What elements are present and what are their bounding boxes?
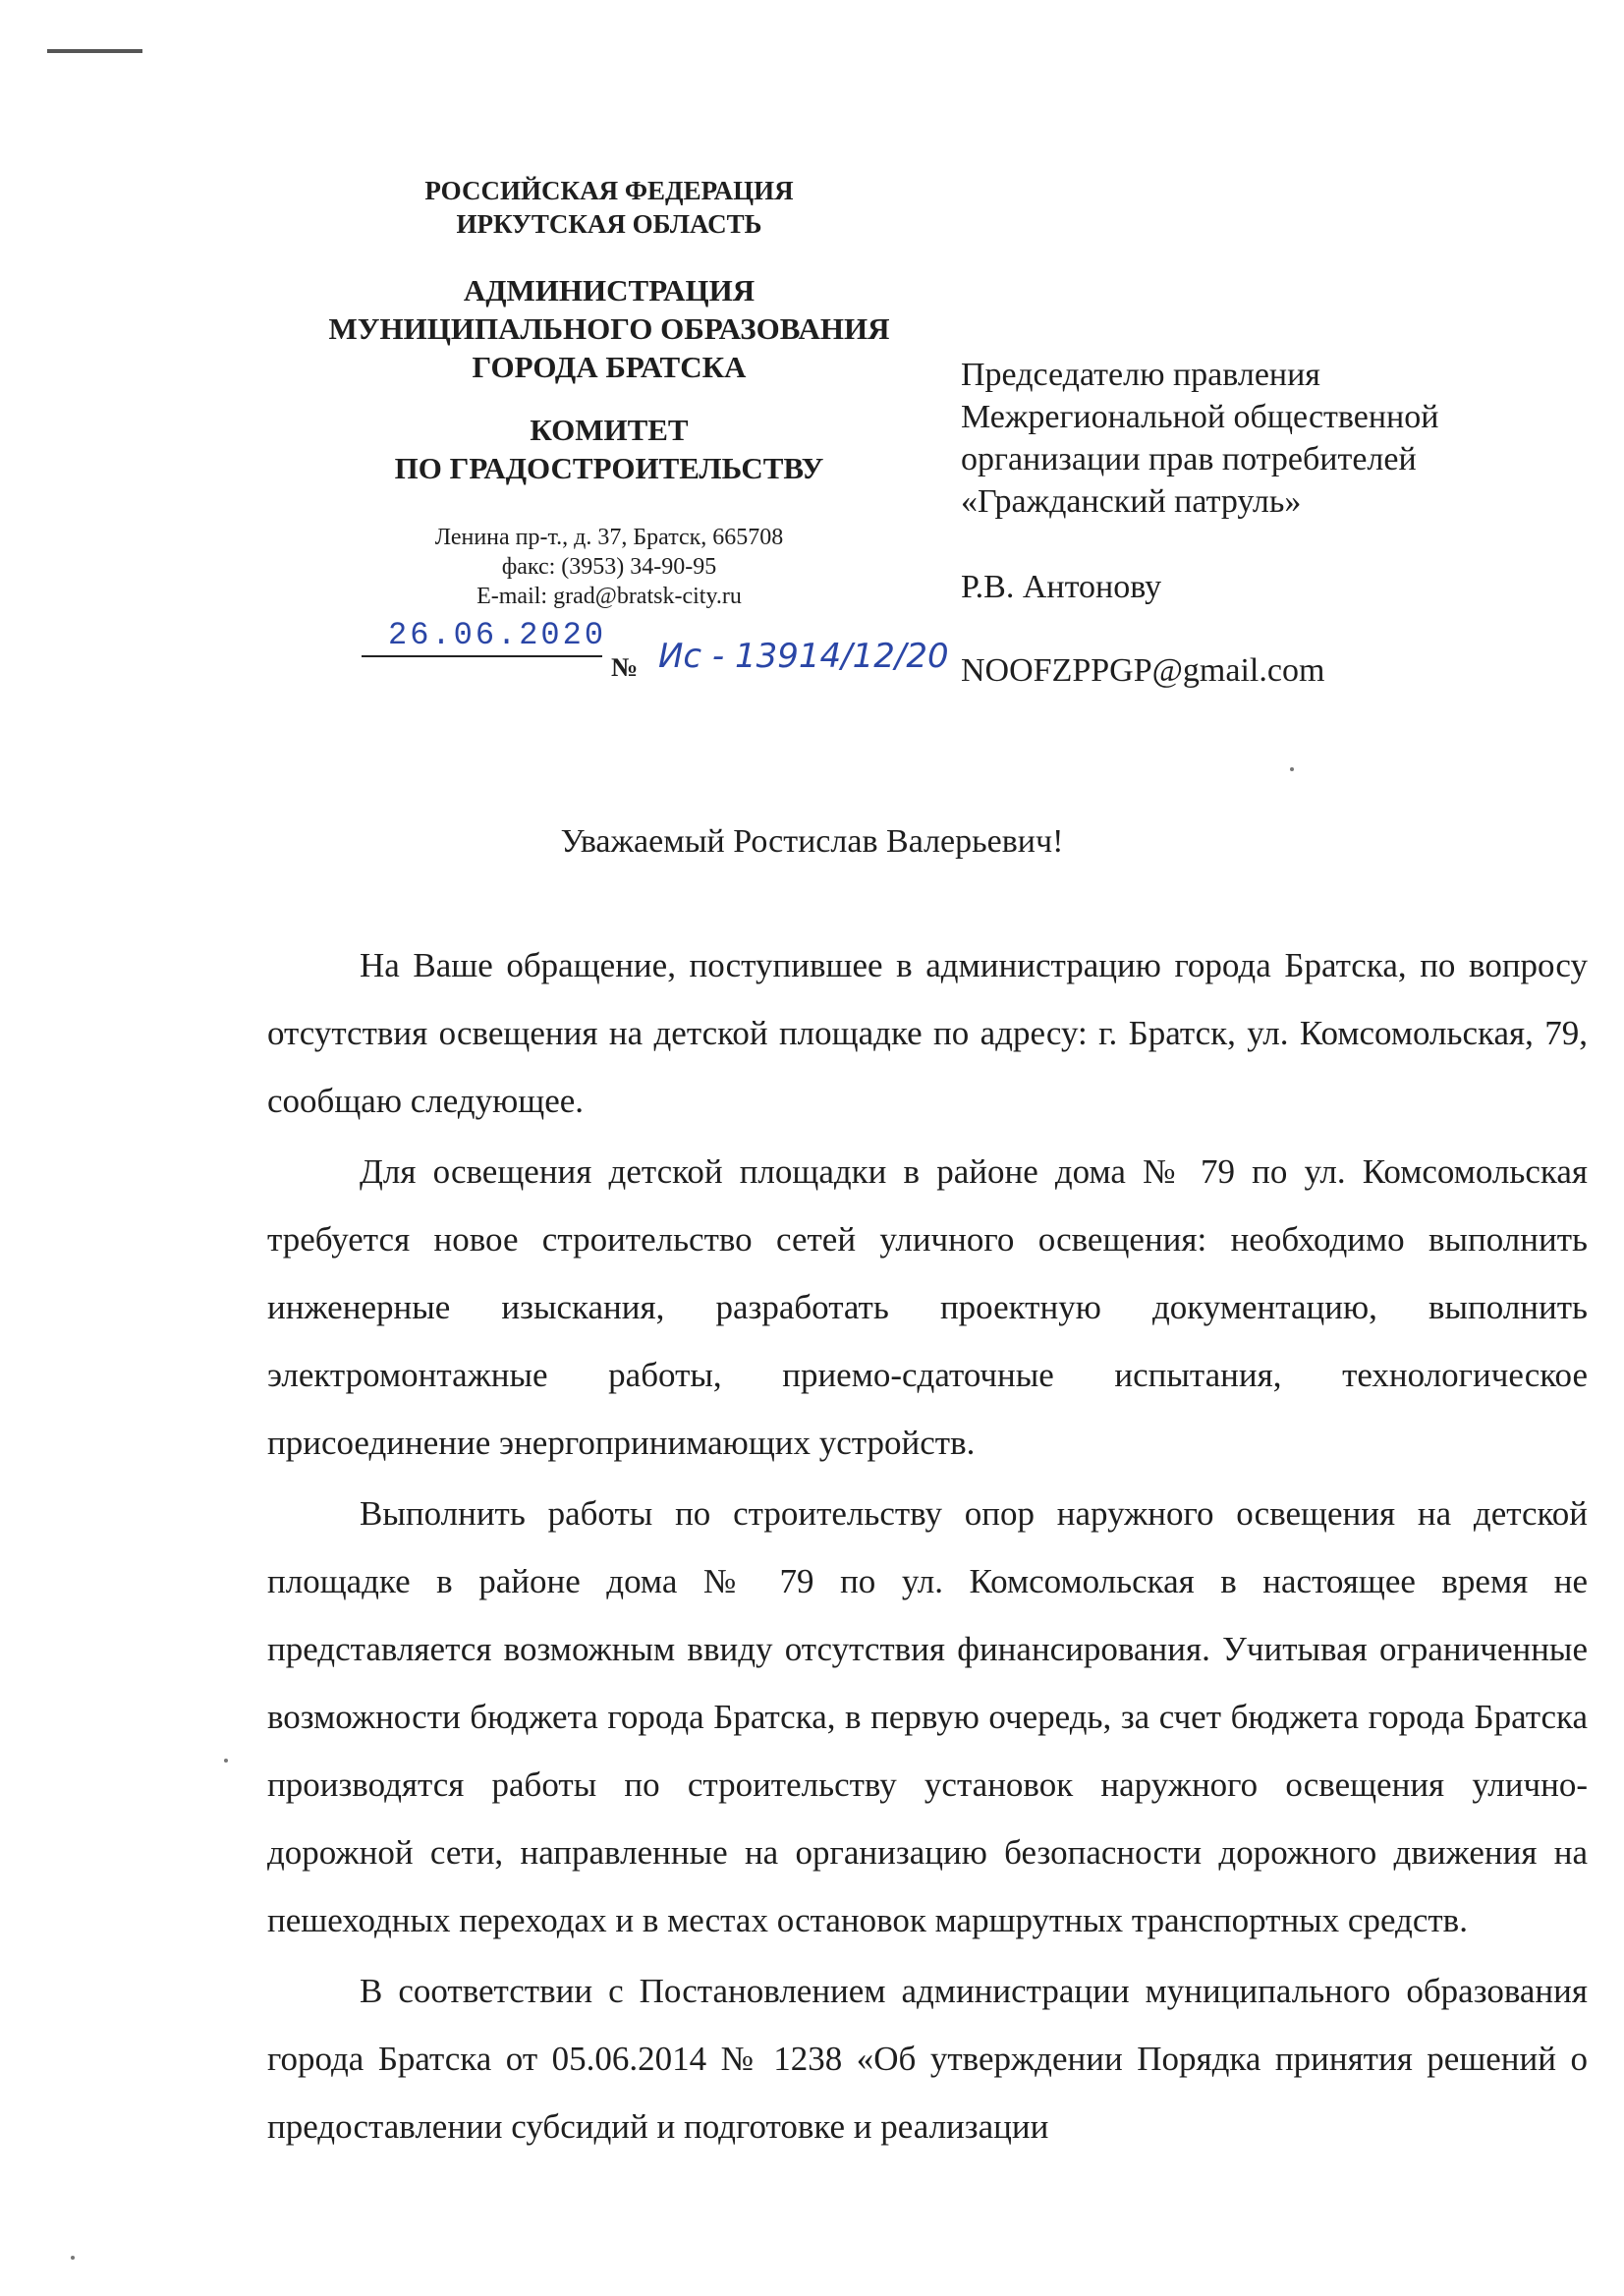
date-stamp: 26.06.2020 bbox=[388, 617, 607, 653]
scan-speck bbox=[224, 1759, 228, 1763]
letterhead-committee-line2: ПО ГРАДОСТРОИТЕЛЬСТВУ bbox=[394, 451, 824, 485]
letterhead-org-line2: МУНИЦИПАЛЬНОГО ОБРАЗОВАНИЯ bbox=[328, 311, 890, 346]
scan-speck bbox=[1290, 767, 1294, 771]
letterhead-org-line3: ГОРОДА БРАТСКА bbox=[472, 350, 747, 384]
recipient-line1: Председателю правления bbox=[961, 357, 1320, 393]
recipient-line4: «Гражданский патруль» bbox=[961, 483, 1302, 520]
letter-body bbox=[267, 931, 1588, 2163]
number-sign: № bbox=[611, 652, 639, 682]
body-paragraph: В соответствии с Постановлением администрации муниципального образования города Братска от 05.06.2014 № 1238 «Об утверждении Порядка принятия решений о предоставлении субсидий и подготовке и реализации bbox=[267, 1972, 1588, 2146]
letterhead-country: РОССИЙСКАЯ ФЕДЕРАЦИЯ bbox=[424, 176, 794, 205]
letterhead-state bbox=[275, 174, 943, 241]
letterhead-email: E-mail: grad@bratsk-city.ru bbox=[476, 584, 742, 609]
registration-number: Ис - 13914/12/20 bbox=[658, 637, 949, 676]
letterhead-contacts bbox=[275, 523, 943, 611]
body-paragraph: Выполнить работы по строительству опор наружного освещения на детской площадке в районе дома № 79 по ул. Комсомольская в настоящее время не представляется возможным ввиду отсутствия финансирования. Учитывая ограниченные возможности бюджета города Братска, в первую очередь, за счет бюджета города Братска производятся работы по строительству установок наружного освещения улично-дорожной сети, направленные на организацию безопасности дорожного движения на пешеходных переходах и в местах остановок маршрутных транспортных средств. bbox=[267, 1494, 1588, 1939]
letterhead-committee bbox=[275, 411, 943, 487]
letterhead-organization bbox=[275, 271, 943, 386]
letterhead-region: ИРКУТСКАЯ ОБЛАСТЬ bbox=[456, 209, 762, 239]
recipient-email: NOOFZPPGP@gmail.com bbox=[961, 652, 1325, 689]
date-underline bbox=[362, 655, 602, 657]
recipient-name: Р.В. Антонову bbox=[961, 569, 1162, 605]
letterhead-committee-line1: КОМИТЕТ bbox=[530, 413, 689, 447]
scan-artifact-mark bbox=[47, 49, 142, 53]
scan-speck bbox=[71, 2256, 75, 2260]
body-paragraph: На Ваше обращение, поступившее в администрацию города Братска, по вопросу отсутствия освещения на детской площадке по адресу: г. Братск, ул. Комсомольская, 79, сообщаю следующее. bbox=[267, 946, 1588, 1120]
recipient-line2: Межрегиональной общественной bbox=[961, 399, 1439, 435]
body-paragraph: Для освещения детской площадки в районе дома № 79 по ул. Комсомольская требуется новое строительство сетей уличного освещения: необходимо выполнить инженерные изыскания, разработать проектную документацию, выполнить электромонтажные работы, приемо-сдаточные испытания, технологическое присоединение энергопринимающих устройств. bbox=[267, 1152, 1588, 1462]
recipient-block bbox=[961, 354, 1550, 608]
recipient-line3: организации прав потребителей bbox=[961, 441, 1417, 477]
letterhead-org-line1: АДМИНИСТРАЦИЯ bbox=[463, 273, 756, 308]
greeting: Уважаемый Ростислав Валерьевич! bbox=[560, 823, 1064, 860]
letterhead-address: Ленина пр-т., д. 37, Братск, 665708 bbox=[434, 525, 784, 550]
letterhead-fax: факс: (3953) 34-90-95 bbox=[501, 554, 717, 580]
